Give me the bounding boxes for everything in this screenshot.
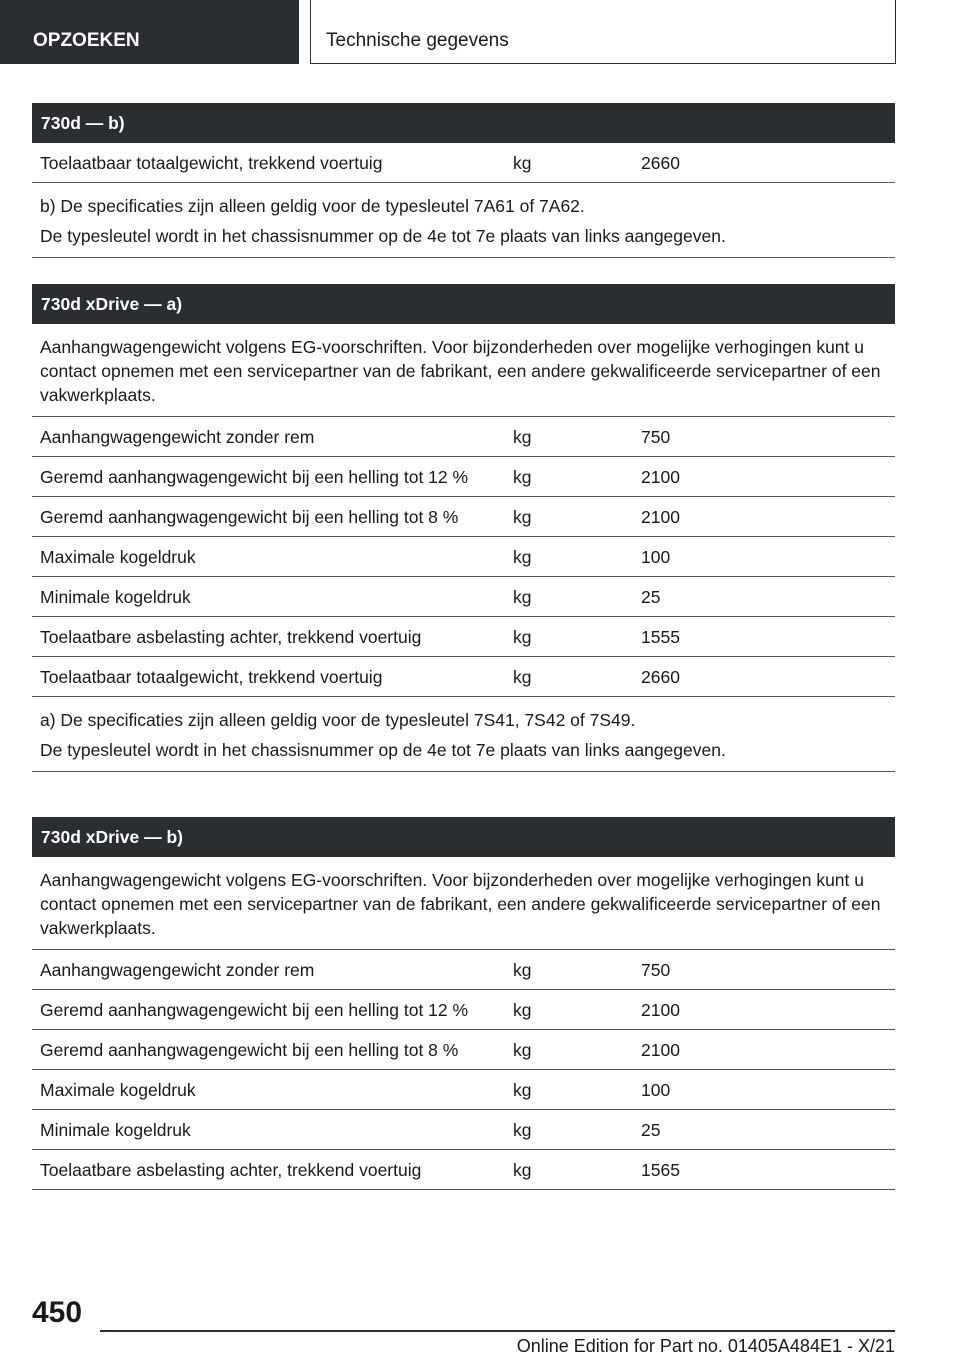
section-title: 730d xDrive — b) [32,817,895,857]
table-row: Toelaatbare asbelasting achter, trekkend voertuig kg 1565 [32,1150,895,1190]
footer-divider [100,1330,895,1332]
table-row: Geremd aanhangwagengewicht bij een helling tot 8 % kg 2100 [32,497,895,537]
chapter-title: Technische gegevens [310,0,896,64]
table-row: Toelaatbaar totaalgewicht, trekkend voertuig kg 2660 [32,143,895,183]
table-row: Minimale kogeldruk kg 25 [32,1110,895,1150]
edition-label: Online Edition for Part no. 01405A484E1 - X/21 [516,1336,895,1356]
intro-text: Aanhangwagengewicht volgens EG-voorschriften. Voor bijzonderheden over mogelijke verhogingen kunt u contact opnemen met een servicepartner van de fabrikant, een andere gekwalificeerde servicepartner of een vakwerkplaats. [32,324,895,417]
spec-section-730d-b [32,103,895,258]
table-row: Toelaatbaar totaalgewicht, trekkend voertuig kg 2660 [32,657,895,697]
table-row: Toelaatbare asbelasting achter, trekkend voertuig kg 1555 [32,617,895,657]
section-tab: OPZOEKEN [0,0,299,64]
footnote: b) De specificaties zijn alleen geldig voor de typesleutel 7A61 of 7A62. De typesleutel wordt in het chassisnummer op de 4e tot 7e plaats van links aangegeven. [32,183,895,258]
spec-section-730d-xdrive-a [32,284,895,772]
intro-text: Aanhangwagengewicht volgens EG-voorschriften. Voor bijzonderheden over mogelijke verhogingen kunt u contact opnemen met een servicepartner van de fabrikant, een andere gekwalificeerde servicepartner of een vakwerkplaats. [32,857,895,950]
table-row: Minimale kogeldruk kg 25 [32,577,895,617]
section-title: 730d — b) [32,103,895,143]
table-row: Aanhangwagengewicht zonder rem kg 750 [32,417,895,457]
page-number: 450 [32,1296,83,1329]
table-row: Geremd aanhangwagengewicht bij een helling tot 12 % kg 2100 [32,457,895,497]
table-row: Aanhangwagengewicht zonder rem kg 750 [32,950,895,990]
spec-section-730d-xdrive-b [32,817,895,1190]
table-row: Geremd aanhangwagengewicht bij een helling tot 12 % kg 2100 [32,990,895,1030]
table-row: Maximale kogeldruk kg 100 [32,1070,895,1110]
section-title: 730d xDrive — a) [32,284,895,324]
table-row: Geremd aanhangwagengewicht bij een helling tot 8 % kg 2100 [32,1030,895,1070]
footnote: a) De specificaties zijn alleen geldig voor de typesleutel 7S41, 7S42 of 7S49. De typesleutel wordt in het chassisnummer op de 4e tot 7e plaats van links aangegeven. [32,697,895,772]
table-row: Maximale kogeldruk kg 100 [32,537,895,577]
